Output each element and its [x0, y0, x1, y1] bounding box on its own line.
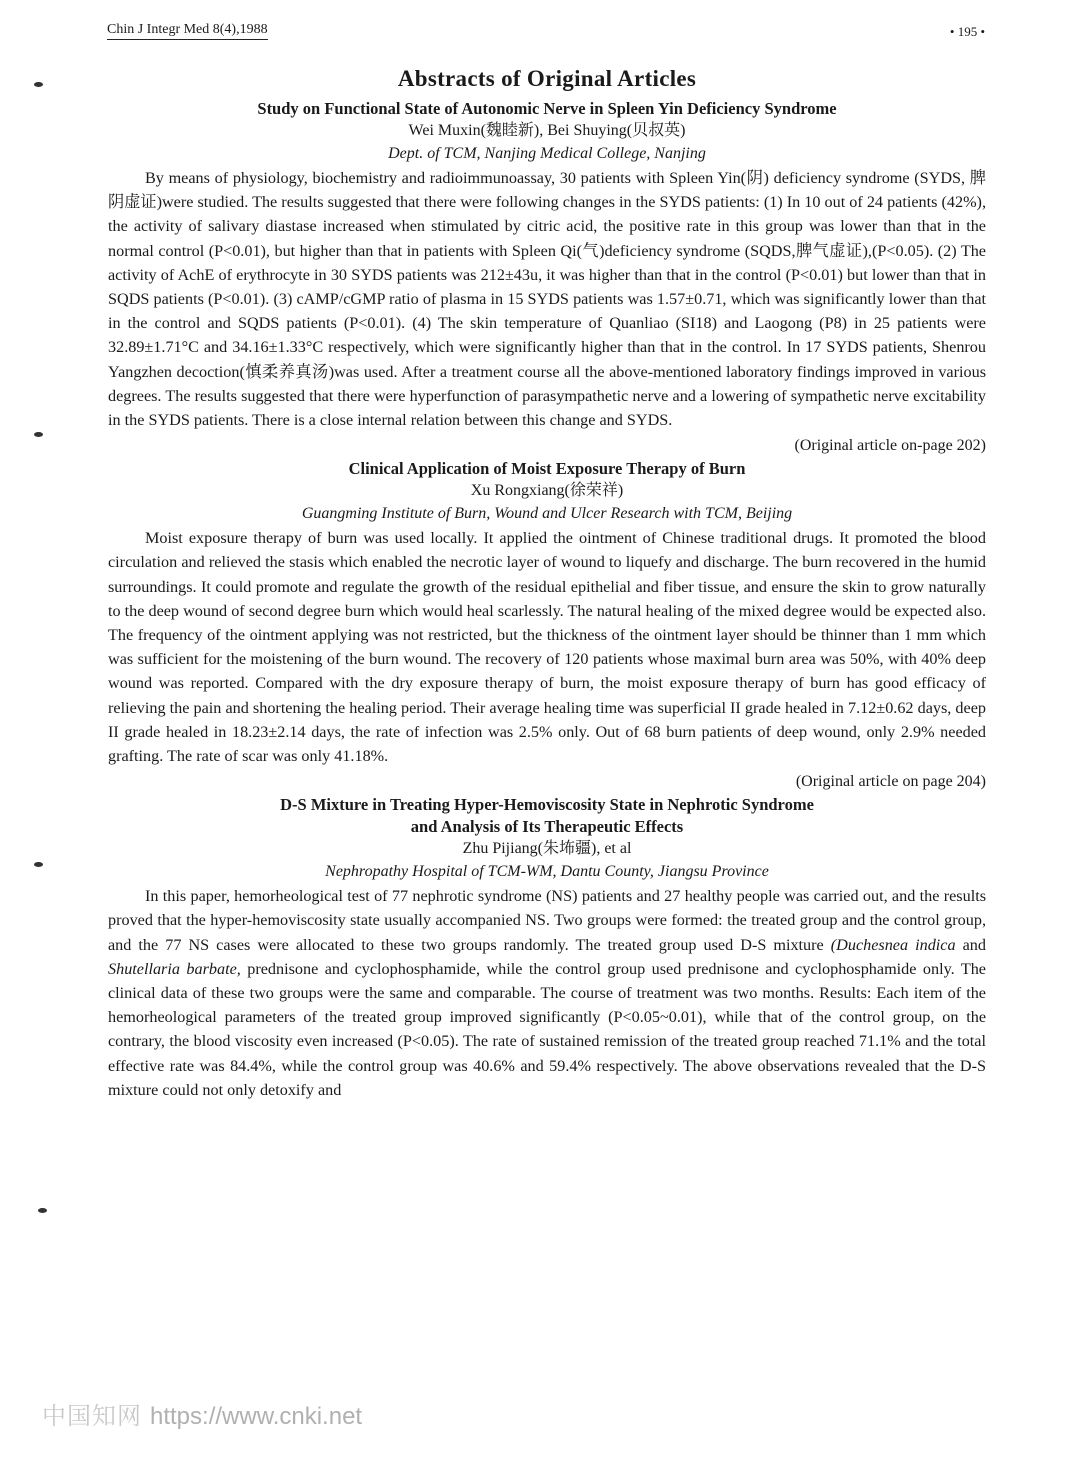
abstract-affiliation: Guangming Institute of Burn, Wound and Ulcer Research with TCM, Beijing	[301, 505, 793, 523]
abstract-body: Moist exposure therapy of burn was used locally. It applied the ointment of Chinese traditional drugs. It promoted the blood circulation and relieved the stasis which enabled the necrotic layer of wound to liquefy and discharge. The burn recovered in the humid surroundings. It could promote and regulate the growth of the residual epithelial and fiber tissue, and ensure the skin to grow naturally to the deep wound of second degree burn which would heal scarlessly. The natural healing of the mixed degree would be expected also. The frequency of the ointment applying was not restricted, but the thickness of the ointment layer should be thinner than 1 mm which was sufficient for the moistening of the burn wound. The recovery of 120 patients whose maximal burn area was 50%, with 40% deep wound was reported. Compared with the dry exposure therapy of burn, the moist exposure therapy of burn has good efficacy of relieving the pain and shortening the healing period. Their average healing time was superficial II grade healed in 7.12±0.62 days, deep II grade healed in 18.23±2.14 days, the rate of infection was 2.5% only. Out of 68 burn patients of deep wound, only 2.9% needed grafting. The rate of scar was only 41.18%.	[108, 529, 986, 766]
scan-speck	[34, 82, 43, 87]
abstract-text-part-1: In this paper, hemorheological test of 77 nephrotic syndrome (NS) patients and 27 healthy people was carried out, and the results proved that the hyper-hemoviscosity state usually accompanied NS. Two groups were formed: the treated group and the control group, and the 77 NS cases were allocated to these two groups randomly. The treated group used D-S mixture	[108, 887, 986, 954]
original-article-reference: (Original article on-page 202)	[794, 437, 986, 455]
scan-speck	[38, 1208, 47, 1213]
abstract-2	[108, 458, 986, 794]
scan-speck	[34, 432, 43, 437]
abstract-title: Clinical Application of Moist Exposure Therapy of Burn	[348, 459, 746, 479]
species-name-2: Shutellaria barbate,	[108, 959, 241, 978]
abstract-title: Study on Functional State of Autonomic Nerve in Spleen Yin Deficiency Syndrome	[257, 99, 837, 118]
abstract-title-line-1: D-S Mixture in Treating Hyper-Hemoviscosity State in Nephrotic Syndrome	[280, 795, 814, 815]
original-article-reference: (Original article on page 204)	[795, 773, 986, 791]
watermark-cn: 中国知网	[42, 1403, 142, 1430]
abstract-authors: Zhu Pijiang(朱㘵疆), et al	[462, 840, 632, 858]
cnki-watermark	[42, 1396, 362, 1431]
abstract-body: By means of physiology, biochemistry and radioimmunoassay, 30 patients with Spleen Yin(阴) deficiency syndrome (SYDS, 脾阴虚证)were studied. The results suggested that there were following changes in the SYDS patients: (1) In 10 out of 24 patients (42%), the activity of salivary diastase increased when stimulated by citric acid, the positive rate in this group was lower than that in the normal control (P<0.01), but higher than that in patients with Spleen Qi(气)deficiency syndrome (SQDS,脾气虚证),(P<0.05). (2) The activity of AchE of erythrocyte in 30 SYDS patients was 212±43u, it was higher than that in the control (P<0.01) but lower than that in SQDS patients (P<0.01). (3) cAMP/cGMP ratio of plasma in 15 SYDS patients was 1.57±0.71, which was significantly lower than that in the control and SQDS patients (P<0.01). (4) The skin temperature of Quanliao (SI18) and Laogong (P8) in 25 patients were 32.89±1.71°C and 34.16±1.33°C respectively, which were significantly higher than that in the control. In 17 SYDS patients, Shenrou Yangzhen decoction(慎柔养真汤)was used. After a treatment course all the above-mentioned laboratory findings improved in various degrees. The results suggested that there were hyperfunction of parasympathetic nerve and a lowering of sympathetic nerve excitability in the SYDS patients. There is a close internal relation between this change and SYDS.	[108, 169, 986, 430]
page-title: Abstracts of Original Articles	[397, 66, 697, 91]
abstract-title-line-2: and Analysis of Its Therapeutic Effects	[410, 817, 684, 837]
abstract-1	[108, 98, 986, 458]
abstract-authors: Xu Rongxiang(徐荣祥)	[470, 482, 624, 500]
abstract-title	[108, 794, 986, 838]
page-number: • 195 •	[949, 24, 985, 39]
abstract-affiliation: Nephropathy Hospital of TCM-WM, Dantu County, Jiangsu Province	[325, 863, 769, 881]
species-name-1: (Duchesnea indica	[830, 935, 956, 954]
abstract-text-and: and	[955, 935, 986, 954]
journal-citation: Chin J Integr Med 8(4),1988	[107, 22, 268, 40]
running-header	[107, 22, 985, 46]
abstract-body	[108, 884, 986, 1102]
article-content	[108, 66, 986, 1102]
abstract-text-part-2: prednisone and cyclophosphamide, while the control group used prednisone and cyclophosphamide only. The clinical data of these two groups were the same and comparable. The course of treatment was two months. Results: Each item of the hemorheological parameters of the treated group improved significantly (P<0.05~0.01), while that of the control group, on the contrary, the blood viscosity even increased (P<0.05). The rate of sustained remission of the treated group reached 71.1% and the total effective rate was 84.4%, while the control group was 40.6% and 59.4% respectively. The above observations revealed that the D-S mixture could not only detoxify and	[108, 959, 986, 1099]
watermark-url: https://www.cnki.net	[150, 1403, 363, 1430]
abstract-affiliation: Dept. of TCM, Nanjing Medical College, Nanjing	[388, 145, 706, 162]
scan-speck	[34, 862, 43, 867]
abstract-authors: Wei Muxin(魏睦新), Bei Shuying(贝叔英)	[408, 122, 686, 139]
abstract-3	[108, 794, 986, 1102]
